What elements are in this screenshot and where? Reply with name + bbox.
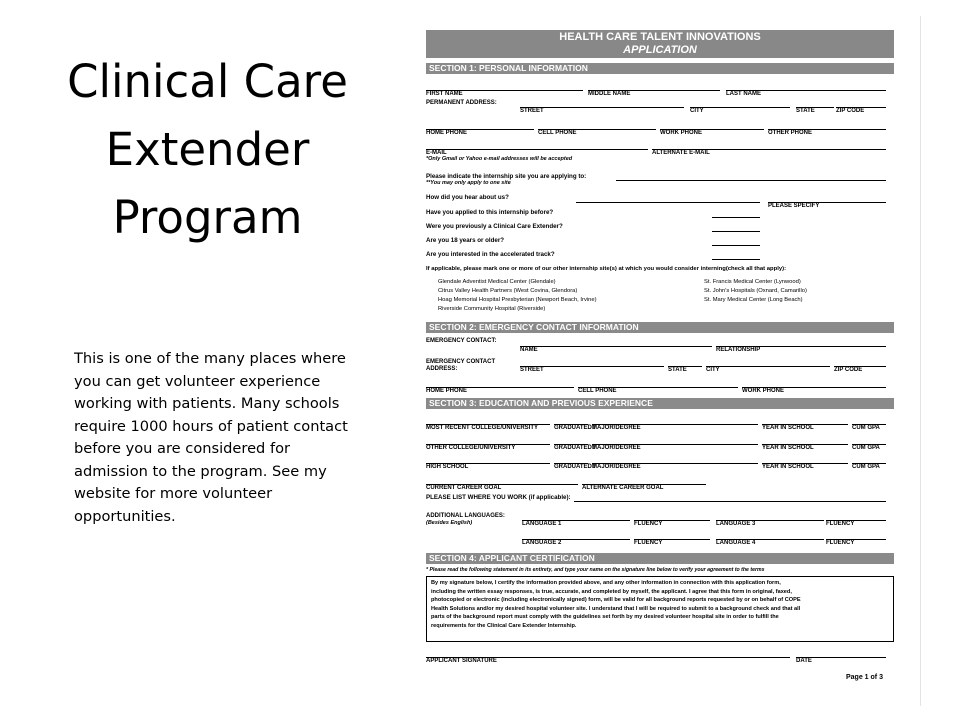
signature-label: APPLICANT SIGNATURE [426,658,497,664]
hear-line [576,202,760,203]
cell-phone-label: CELL PHONE [538,130,577,136]
certification-statement [426,576,894,642]
year-label: YEAR IN SCHOOL [762,445,814,451]
site-option: Hoag Memorial Hospital Presbyterian (Newport Beach, Irvine) [438,297,597,303]
college-label: MOST RECENT COLLEGE/UNIVERSITY [426,425,539,431]
internship-line [616,180,886,181]
state-label: STATE [796,108,815,114]
major-label: MAJOR/DEGREE [592,425,641,431]
internship-note: **You may only apply to one site [426,180,511,186]
specify-label: PLEASE SPECIFY [768,203,820,209]
section-1-header: SECTION 1: PERSONAL INFORMATION [426,63,894,74]
form-subtitle: APPLICATION [623,44,697,56]
zip-label: ZIP CODE [836,108,865,114]
section-4-header: SECTION 4: APPLICANT CERTIFICATION [426,553,894,564]
first-name-label: FIRST NAME [426,91,463,97]
ec-zip-label: ZIP CODE [834,367,863,373]
email-label: E-MAIL [426,150,447,156]
emergency-contact-label: EMERGENCY CONTACT: [426,338,497,344]
site-option: St. John's Hospitals (Oxnard, Camarillo) [704,288,807,294]
ec-cell-phone-label: CELL PHONE [578,388,617,394]
page-number: Page 1 of 3 [846,674,883,681]
accelerated-line [712,259,760,260]
other-sites-question: If applicable, please mark one or more of our other internship site(s) at which you would consider interning(check all that apply): [426,266,787,272]
title-line: Clinical Care [67,55,348,108]
career-goal-label: CURRENT CAREER GOAL [426,485,502,491]
cert-line: photocopied or electronic (including electronically signed) form, will be valid for all background reports requested by or on behalf of COPE [431,597,801,603]
title-line: Extender [105,123,310,176]
age-question: Are you 18 years or older? [426,237,505,244]
other-college-label: OTHER COLLEGE/UNIVERSITY [426,445,516,451]
section-3-header: SECTION 3: EDUCATION AND PREVIOUS EXPERIENCE [426,398,894,409]
cert-line: requirements for the Clinical Care Extender Internship. [431,622,577,629]
previous-question: Were you previously a Clinical Care Extender? [426,223,563,230]
ec-city-label: CITY [706,367,720,373]
ec-city-line [706,366,830,367]
last-name-label: LAST NAME [726,91,761,97]
form-title: HEALTH CARE TALENT INNOVATIONS [559,31,761,43]
cert-line: including the written essay responses, is true, accurate, and completed by myself, the applicant. I agree that this form in original, faxed, [431,588,792,595]
high-school-label: HIGH SCHOOL [426,464,469,470]
gpa-label: CUM GPA [852,425,880,431]
slide-body: This is one of the many places where you can get volunteer experience working with patients. Many schools require 1000 hours of patient contact before you are considered for admission to the program. See my website for more volunteer opportunities. [74,350,348,525]
ec-street-label: STREET [520,367,544,373]
year-label: YEAR IN SCHOOL [762,425,814,431]
fluency-label: FLUENCY [826,521,855,527]
site-option: St. Francis Medical Center (Lynwood) [704,279,801,285]
other-phone-label: OTHER PHONE [768,130,813,136]
cert-instruction: * Please read the following statement in its entirety, and type your name on the signature line below to verify your agreement to the terms [426,567,765,573]
graduated-label: GRADUATED? [554,464,596,470]
title-line: Program [112,191,303,244]
city-line [690,107,790,108]
language-2-label: LANGUAGE 2 [522,540,562,546]
cert-line: Health Solutions and/or my desired hospital volunteer site. I understand that I will be required to submit to a background check and that all [431,605,801,612]
email-line [426,149,648,150]
ec-name-label: NAME [520,347,538,353]
fluency-label: FLUENCY [634,521,663,527]
internship-question: Please indicate the internship site you are applying to: [426,173,587,180]
hear-question: How did you hear about us? [426,194,509,201]
ec-home-phone-label: HOME PHONE [426,388,468,394]
date-label: DATE [796,658,812,664]
application-form-image [408,16,920,706]
major-label: MAJOR/DEGREE [592,464,641,470]
work-line [574,501,886,502]
year-label: YEAR IN SCHOOL [762,464,814,470]
site-option: Citrus Valley Health Partners (West Covina, Glendora) [438,288,578,294]
ec-relationship-label: RELATIONSHIP [716,347,761,353]
fluency-label: FLUENCY [634,540,663,546]
language-4-label: LANGUAGE 4 [716,540,756,546]
accelerated-question: Are you interested in the accelerated track? [426,251,555,258]
section-2-header: SECTION 2: EMERGENCY CONTACT INFORMATION [426,322,894,333]
graduated-label: GRADUATED? [554,445,596,451]
ec-address-label: EMERGENCY CONTACT [426,359,496,365]
street-label: STREET [520,108,544,114]
ec-address-label-2: ADDRESS: [426,366,458,372]
previous-line [712,231,760,232]
work-phone-label: WORK PHONE [660,130,702,136]
site-option: Glendale Adventist Medical Center (Glendale) [438,279,556,285]
permanent-address-label: PERMANENT ADDRESS: [426,100,497,106]
gpa-label: CUM GPA [852,464,880,470]
street-line [520,107,684,108]
work-question: PLEASE LIST WHERE YOU WORK (if applicable): [426,494,571,501]
middle-name-label: MIDDLE NAME [588,91,631,97]
graduated-label: GRADUATED? [554,425,596,431]
email-note: *Only Gmail or Yahoo e-mail addresses will be accepted [426,156,573,162]
ec-work-phone-label: WORK PHONE [742,388,784,394]
language-3-label: LANGUAGE 3 [716,521,756,527]
besides-english-label: (Besides English) [426,520,473,526]
applied-line [712,217,760,218]
gpa-label: CUM GPA [852,445,880,451]
cert-line: parts of the background report must comply with the guidelines set forth by my desired volunteer hospital site in order to fulfill the [431,614,779,620]
alt-email-label: ALTERNATE E-MAIL [652,150,710,156]
site-option: Riverside Community Hospital (Riverside) [438,306,546,312]
ec-state-label: STATE [668,367,687,373]
major-label: MAJOR/DEGREE [592,445,641,451]
cert-line: By my signature below, I certify the information provided above, and any other information in connection with this application form, [431,580,781,586]
ec-name-line [520,346,712,347]
home-phone-label: HOME PHONE [426,130,468,136]
applied-question: Have you applied to this internship before? [426,209,554,216]
age-line [712,245,760,246]
language-1-label: LANGUAGE 1 [522,521,562,527]
slide-title [20,48,395,252]
site-option: St. Mary Medical Center (Long Beach) [704,297,803,303]
alt-career-goal-label: ALTERNATE CAREER GOAL [582,485,664,491]
form-header [426,30,894,58]
fluency-label: FLUENCY [826,540,855,546]
city-label: CITY [690,108,704,114]
languages-label: ADDITIONAL LANGUAGES: [426,513,505,519]
